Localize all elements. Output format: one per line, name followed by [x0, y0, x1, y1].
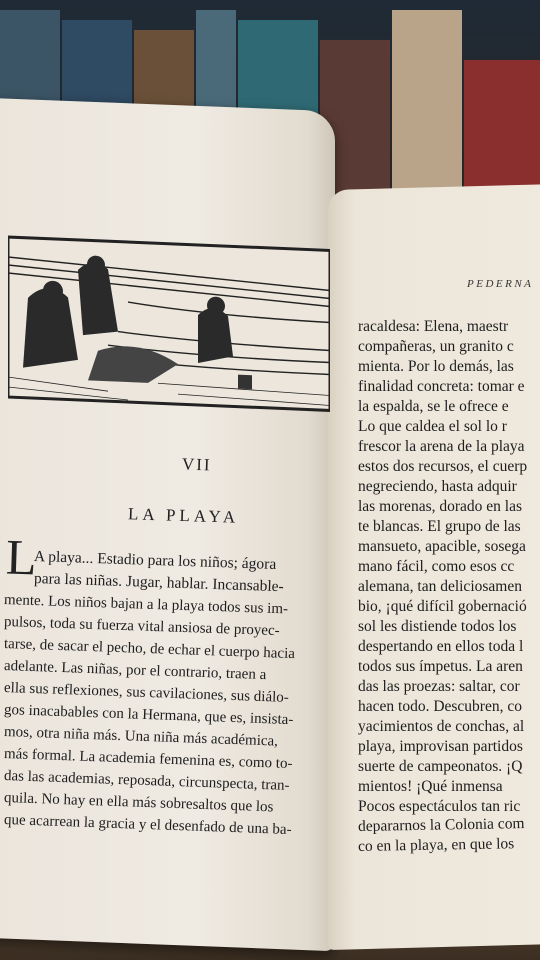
text-line: finalidad concreta: tomar e: [358, 378, 525, 395]
text-line: bio, ¡qué difícil gobernació: [358, 598, 527, 615]
text-line: mientos! ¡Qué inmensa: [358, 778, 503, 795]
text-line: das las proezas: saltar, cor: [358, 678, 520, 695]
text-line: yacimientos de conchas, al: [358, 718, 525, 735]
text-line: estos dos recursos, el cuerp: [358, 458, 528, 475]
text-line: mos, otra niña más. Una niña más académica,: [3, 724, 279, 750]
text-line: mienta. Por lo demás, las: [358, 358, 514, 375]
text-line: te blancas. El grupo de las: [358, 518, 521, 535]
text-line: Pocos espectáculos tan ric: [358, 798, 521, 815]
text-line: ella sus reflexiones, sus cavilaciones, sus diálo-: [3, 680, 290, 706]
drop-cap: L: [5, 528, 38, 586]
text-line: todos sus ímpetus. La aren: [358, 658, 523, 675]
text-line: tarse, de sacar el pecho, de echar el cuerpo hacia: [3, 636, 296, 663]
text-line: sol les distiende todos los: [358, 618, 517, 635]
text-line: negreciendo, hasta adquir: [358, 478, 517, 495]
chapter-number: VII: [181, 454, 212, 475]
right-page-text: [350, 260, 540, 820]
text-line: A playa... Estadio para los niños; ágora: [33, 548, 277, 574]
text-line: depararnos la Colonia com: [357, 815, 525, 835]
text-line: Lo que caldea el sol lo r: [358, 418, 507, 435]
text-line: co en la playa, en que los: [357, 835, 515, 855]
text-line: más formal. La academia femenina es, como to-: [3, 746, 293, 773]
text-line: despertando en ellos toda l: [358, 638, 524, 655]
text-line: mente. Los niños bajan a la playa todos sus im-: [3, 592, 289, 618]
text-line: alemana, tan deliciosamen: [358, 578, 522, 595]
text-line: adelante. Las niñas, por el contrario, traen a: [3, 658, 267, 684]
text-line: racaldesa: Elena, maestr: [358, 318, 509, 335]
text-line: gos inacabables con la Hermana, que es, insista-: [3, 702, 294, 729]
text-line: frescor la arena de la playa: [358, 438, 525, 455]
beach-engraving: [8, 222, 330, 425]
text-line: que acarrean la gracia y el desenfado de una ba-: [3, 812, 292, 839]
text-line: mano fácil, como esos cc: [358, 558, 515, 575]
text-line: compañeras, un granito c: [358, 338, 514, 355]
running-head: PEDERNA: [467, 278, 534, 290]
text-line: para las niñas. Jugar, hablar. Incansable-: [33, 570, 285, 596]
text-line: das las academias, reposada, circunspecta, tran-: [3, 768, 290, 794]
text-line: playa, improvisan partidos: [358, 738, 523, 755]
text-line: la espalda, se le ofrece e: [358, 398, 509, 415]
chapter-title: LA PLAYA: [127, 504, 240, 527]
text-line: quila. No hay en ella más sobresaltos que los: [3, 790, 274, 816]
text-line: suerte de campeonatos. ¡Q: [358, 758, 523, 775]
text-line: hacen todo. Descubren, co: [358, 698, 522, 715]
text-line: las morenas, dorado en las: [358, 498, 522, 515]
text-line: mansueto, apacible, sosega: [358, 538, 526, 555]
text-line: pulsos, toda su fuerza vital ansiosa de proyec-: [3, 614, 280, 640]
